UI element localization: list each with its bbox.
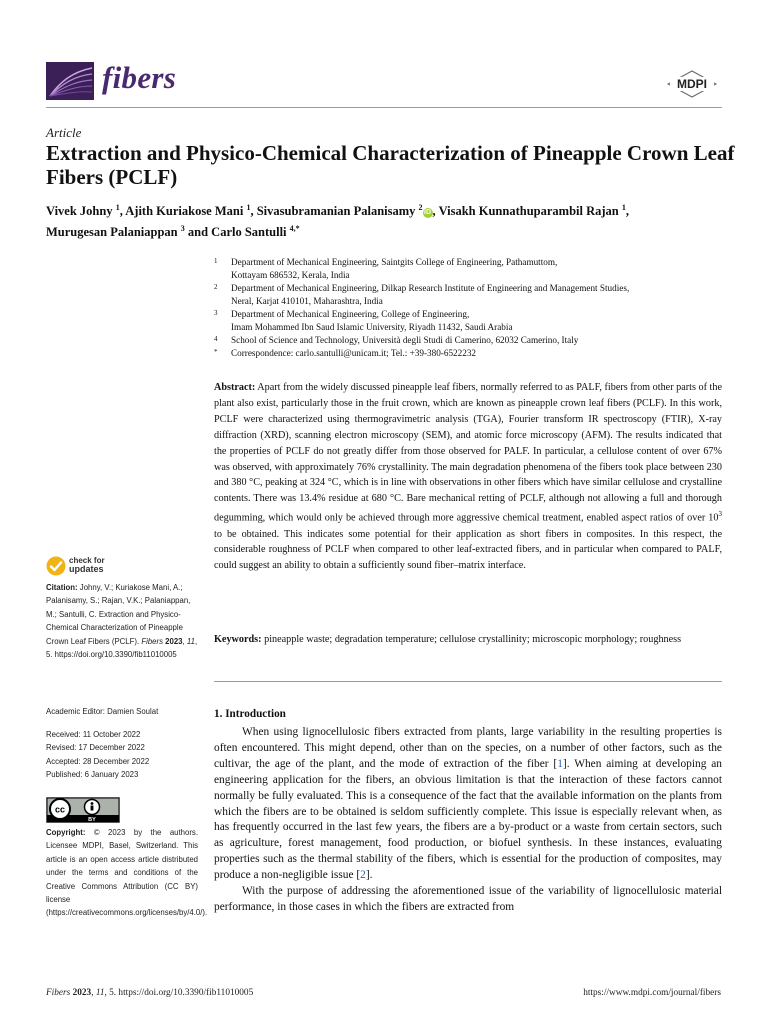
paragraph-text: When using lignocellulosic fibers extracted from plants, large variability in the resulting properties is often encountered. This might depend, other than on the species, on a number of other factors, such as the cultivar, the age of the plant, and the mode of extraction of the fiber [ — [214, 726, 722, 770]
accepted-date: Accepted: 28 December 2022 — [46, 756, 150, 766]
citation-link[interactable]: 2 — [360, 869, 366, 882]
author-name[interactable]: Vivek Johny — [46, 204, 113, 219]
abstract-text: Apart from the widely discussed pineapple leaf fibers, normally referred to as PALF, fibers from other parts of the plant also exist, particularly those in the fruit crown, which are known as pineapple crown leaf fibers (PCLF). In this work, PCLF were characterized using thermogravimetric analysis (TGA), Fourier transform IR spectroscopy (FTIR), X-ray diffraction (XRD), scanning electron microscopy (SEM), and atomic force microscopy (AFM). The results indicated that the properties of PCLF do not greatly differ from those observed for PALF. In particular, a cellulose content of over 67% was observed, with approximately 76% crystallinity. The main degradation phenomena of the fibers took place between 230 and 380 °C, peaking at 324 °C, which is in line with observations in other fibers which have similar cellulose and crystalline contents. There was 13.4% residue at 680 °C. Bare mechanical retting of PCLF, although not allowing a full and thorough degumming, which would only be achieved through more aggressive chemical treatment, enabled aspect ratios of over 10 — [214, 382, 722, 524]
header-divider — [46, 107, 722, 108]
copyright-notice — [46, 826, 208, 920]
author-affil-sup: 2 — [418, 203, 423, 212]
affiliation-item — [214, 334, 734, 347]
check-for-updates-icon[interactable] — [46, 556, 66, 576]
citation-text: Johny, V.; Kuriakose Mani, A.; Palanisamy, S.; Rajan, V.K.; Palaniappan, M.; Santulli, C. Extraction and Physico-Chemical Characterization of Pineapple Crown Leaf Fibers (PCLF). — [46, 583, 191, 646]
citation-journal: Fibers — [141, 636, 163, 646]
journal-logo-icon — [46, 62, 94, 100]
published-date: Published: 6 January 2023 — [46, 770, 139, 780]
affiliations — [214, 256, 734, 360]
author-separator: , — [432, 204, 439, 219]
author-affil-sup: 1 — [621, 203, 626, 212]
received-date: Received: 11 October 2022 — [46, 730, 141, 739]
abstract-sup: 3 — [718, 510, 722, 519]
academic-editor: Academic Editor: Damien Soulat — [46, 707, 159, 716]
cc-by-license-icon[interactable] — [46, 797, 120, 823]
paragraph — [214, 725, 722, 884]
cc-by-text: BY — [88, 817, 96, 823]
author-separator: , — [625, 204, 629, 219]
author-affil-sup: 1 — [246, 203, 251, 212]
paragraph-text: ]. When aiming at developing an engineering application for the fibers, an obvious limitation is that the interaction of these factors cannot normally be fully evaluated. This is a consequence of the fact that the available information on the plants from which the fibers are to be obtained is seldom sufficiently complete. This issue is especially relevant when, as has frequently occurred in the last few years, the fibers are a by-product or a waste from certain sectors, such as agriculture, forest management, food production, or biofuel synthesis. In these instances, evaluating properties such as the thermal stability of the fibers, which is essential for the production of composites, may produce a non-negligible issue [ — [214, 757, 722, 882]
footer-citation — [46, 988, 253, 998]
journal-name: fibers — [102, 60, 177, 95]
affiliation-line: Department of Mechanical Engineering, Dilkap Research Institute of Engineering and Management Studies, — [231, 283, 630, 293]
affiliation-line: Department of Mechanical Engineering, College of Engineering, — [231, 309, 470, 319]
affiliation-item — [214, 308, 734, 334]
revised-date: Revised: 17 December 2022 — [46, 743, 145, 753]
paper-title: Extraction and Physico-Chemical Characterization of Pineapple Crown Leaf Fibers (PCLF) — [46, 141, 735, 189]
copyright-label: Copyright: — [46, 828, 86, 837]
footer-separator: , — [91, 988, 96, 998]
citation-block — [46, 581, 198, 661]
keywords-label: Keywords: — [214, 634, 262, 645]
author-affil-sup: 1 — [115, 203, 120, 212]
correspondence-line[interactable]: Correspondence: carlo.santulli@unicam.it; Tel.: +39-380-6522232 — [231, 348, 477, 358]
affiliation-number: 4 — [214, 335, 218, 343]
affiliation-line: Department of Mechanical Engineering, Saintgits College of Engineering, Pathamuttom, — [231, 257, 558, 267]
affiliation-number: * — [214, 348, 218, 356]
author-name[interactable]: Carlo Santulli — [211, 225, 287, 240]
footer-journal-url[interactable]: https://www.mdpi.com/journal/fibers — [583, 988, 721, 998]
author-separator: and — [184, 225, 212, 240]
keywords-text: pineapple waste; degradation temperature; cellulose crystallinity; microscopic morphology; roughness — [261, 634, 682, 645]
mdpi-logo-icon — [666, 70, 718, 98]
footer-year: 2023 — [70, 988, 92, 998]
affiliation-number: 2 — [214, 283, 218, 291]
citation-link[interactable]: 1 — [557, 757, 563, 770]
author-name[interactable]: Sivasubramanian Palanisamy — [256, 204, 416, 219]
check-updates-line: check for — [69, 556, 105, 565]
author-name[interactable]: Murugesan Palaniappan — [46, 225, 178, 240]
citation-label: Citation: — [46, 583, 78, 592]
paragraph-text: ]. — [365, 869, 373, 882]
affiliation-number: 3 — [214, 309, 218, 317]
paragraph: With the purpose of addressing the aforementioned issue of the variability of lignocellulosic material performance, in those cases in which the fibers are extracted from — [214, 885, 722, 913]
copyright-text: © 2023 by the authors. Licensee MDPI, Basel, Switzerland. This article is an open access article distributed under the terms and conditions of the Creative Commons Attribution (CC BY) license (https://creativecommons.org/licenses/by/4.0/). — [46, 828, 208, 918]
abstract — [214, 380, 722, 574]
article-type: Article — [46, 125, 82, 140]
citation-volume: 11 — [186, 636, 195, 646]
footer-volume: 11 — [95, 988, 105, 998]
author-name[interactable]: Ajith Kuriakose Mani — [125, 204, 244, 219]
citation-year: 2023 — [163, 636, 183, 646]
author-separator: , — [250, 204, 257, 219]
author-name[interactable]: Visakh Kunnathuparambil Rajan — [438, 204, 619, 219]
affiliation-line: Kottayam 686532, Kerala, India — [231, 270, 350, 280]
svg-text:cc: cc — [54, 804, 66, 815]
author-affil-sup: 3 — [180, 224, 185, 234]
abstract-text-continued: to be obtained. This indicates some potential for their application as short fibers in composites. In this respect, the considerable roughness of PCLF when compared to other leaf-extracted fibers, and in particular when compared to PALF, could suggest an ability to obtain a sufficiently sound fiber–matrix interface. — [214, 528, 722, 572]
check-for-updates-label[interactable] — [69, 556, 105, 574]
author-list — [46, 199, 726, 241]
affiliation-line: School of Science and Technology, Università degli Studi di Camerino, 62032 Camerino, Italy — [231, 335, 579, 345]
footer-doi[interactable]: , 5. https://doi.org/10.3390/fib11010005 — [104, 988, 254, 998]
affiliation-line: Neral, Karjat 410101, Maharashtra, India — [231, 296, 383, 306]
publication-dates — [46, 728, 198, 782]
check-updates-line: updates — [69, 564, 104, 574]
keywords — [214, 632, 722, 648]
affiliation-line: Imam Mohammed Ibn Saud Islamic University, Riyadh 11432, Saudi Arabia — [231, 322, 513, 332]
affiliation-item — [214, 256, 734, 282]
section-heading: 1. Introduction — [214, 708, 286, 720]
abstract-label: Abstract: — [214, 382, 256, 393]
mdpi-logo-text: MDPI — [677, 77, 707, 91]
introduction-body — [214, 725, 722, 916]
correspondence-item — [214, 347, 734, 360]
author-affil-sup: 4,* — [289, 224, 300, 234]
section-divider — [214, 681, 722, 682]
citation-separator: , — [182, 636, 187, 646]
orcid-icon[interactable]: iD — [424, 209, 432, 217]
footer-journal: Fibers — [46, 988, 71, 998]
citation-doi[interactable]: , 5. https://doi.org/10.3390/fib11010005 — [46, 636, 198, 660]
author-separator: , — [119, 204, 126, 219]
affiliation-number: 1 — [214, 257, 218, 265]
affiliation-item — [214, 282, 734, 308]
